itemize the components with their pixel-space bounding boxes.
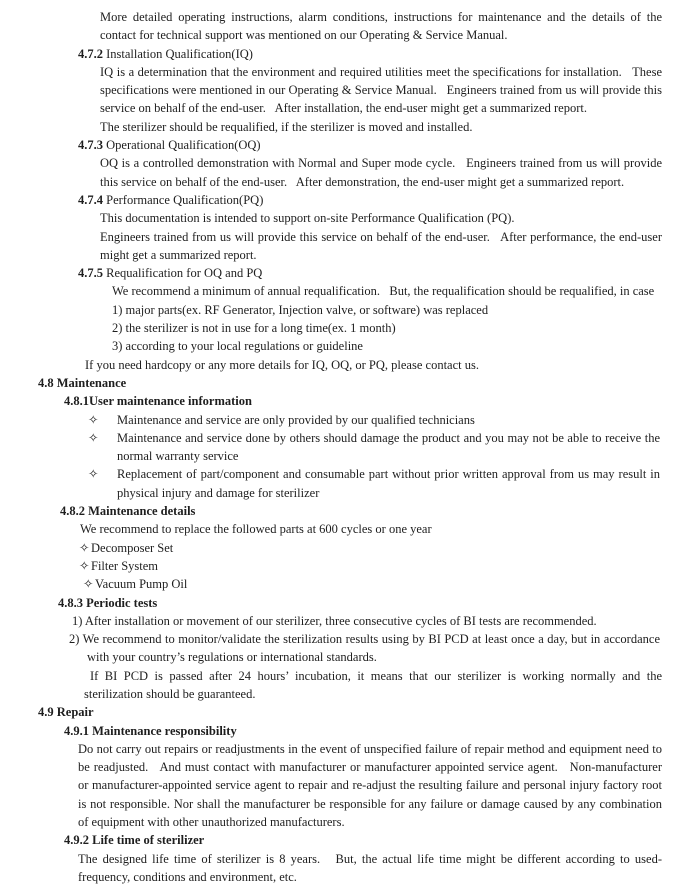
list-item-3-regulations [0,337,700,355]
heading-4-9-repair [0,703,700,721]
heading-4-7-5-text: 4.7.5 [78,266,103,281]
heading-4-7-4-text: 4.7.4 [78,192,103,207]
heading-4-8-1 [0,392,700,410]
heading-4-7-2 [0,45,700,63]
diamond-bullet-icon: ✧ [79,540,90,555]
paragraph-pq-1-text: This documentation is intended to support on-site Performance Qualification (PQ). [100,211,515,226]
heading-4-8-2 [0,502,700,520]
diamond-bullet-icon: ✧ [88,430,99,445]
list-item-bi-tests [0,612,700,630]
paragraph-hardcopy-note-text: If you need hardcopy or any more details for IQ, OQ, or PQ, please contact us. [85,357,479,372]
heading-4-7-3-text: 4.7.3 [78,138,103,153]
paragraph-pq-2 [0,228,700,265]
diamond-bullet-icon: ✧ [83,577,94,592]
diamond-bullet-icon: ✧ [79,558,90,573]
bullet-item-vacuum-pump-oil-text: Vacuum Pump Oil [95,577,188,592]
heading-4-9-1 [0,722,700,740]
heading-4-7-2-text: Installation Qualification(IQ) [103,46,253,61]
paragraph-requalified-note-text: The sterilizer should be requalified, if the sterilizer is moved and installed. [100,119,473,134]
paragraph-bi-pcd-passed-text: If BI PCD is passed after 24 hours’ incubation, it means that our sterilizer is working normally and the sterilization should be guaranteed. [84,668,666,701]
paragraph-life-time-text: The designed life time of sterilizer is 8 years. But, the actual life time might be different according to used-frequency, conditions and environment, etc. [78,851,662,884]
bullet-item-replacement [0,465,700,502]
list-item-3-regulations-text: 3) according to your local regulations or guideline [112,339,363,354]
paragraph-iq-text: IQ is a determination that the environment and required utilities meet the specifications for installation. These specifications were mentioned in our Operating & Service Manual. Engineers trained from us will provide this service on behalf of the end-user. After installation, the end-user might get a summarized report. [100,64,666,116]
paragraph-iq [0,63,700,118]
list-item-2-not-in-use-text: 2) the sterilizer is not in use for a long time(ex. 1 month) [112,321,396,336]
bullet-item-filter-system [0,557,700,575]
heading-4-7-3 [0,136,700,154]
paragraph-requalified-note [0,118,700,136]
bullet-item-qualified-technicians-text: Maintenance and service are only provided by our qualified technicians [117,412,475,427]
heading-4-7-4 [0,191,700,209]
paragraph-oq-text: OQ is a controlled demonstration with Normal and Super mode cycle. Engineers trained from us will provide this service on behalf of the end-user. After demonstration, the end-user might get a summarized report. [100,156,666,189]
paragraph-life-time [0,850,700,887]
paragraph-pq-2-text: Engineers trained from us will provide this service on behalf of the end-user. After performance, the end-user might get a summarized report. [100,229,666,262]
bullet-item-vacuum-pump-oil [0,575,700,593]
paragraph-operating-instructions-text: More detailed operating instructions, alarm conditions, instructions for maintenance and the details of the contact for technical support was mentioned on our Operating & Service Manual. [100,10,666,43]
list-item-1-major-parts [0,301,700,319]
paragraph-replace-parts-text: We recommend to replace the followed parts at 600 cycles or one year [80,522,432,537]
heading-4-7-4-text: Performance Qualification(PQ) [103,192,264,207]
heading-4-7-2-text: 4.7.2 [78,46,103,61]
heading-4-8-2-text: 4.8.2 Maintenance details [60,504,196,519]
heading-4-7-3-text: Operational Qualification(OQ) [103,138,261,153]
list-item-bi-pcd [0,630,700,667]
paragraph-bi-pcd-passed [0,667,700,704]
heading-4-9-2 [0,831,700,849]
list-item-bi-tests-text: 1) After installation or movement of our sterilizer, three consecutive cycles of BI tests are recommended. [72,613,597,628]
bullet-item-warranty-text: Maintenance and service done by others should damage the product and you may not be able to receive the normal warranty service [117,430,664,464]
bullet-item-replacement-text: Replacement of part/component and consumable part without prior written approval from us may result in physical injury and damage for sterilizer [117,467,664,500]
list-item-bi-pcd-text: 2) We recommend to monitor/validate the sterilization results using by BI PCD at least once a day, but in accordance with your country’s regulations or international standards. [69,632,664,665]
bullet-item-filter-system-text: Filter System [91,558,159,573]
paragraph-maintenance-responsibility-text: Do not carry out repairs or readjustments in the event of unspecified failure of repair method and equipment need to be readjusted. And must contact with manufacturer or manufacturer appointed service agent. Non-manufacturer or manufacturer-appointed service agent to repair and re-adjust the resulting failure and personal injury factory root is not responsible. Nor shall the manufacturer be responsible for any failure or damage caused by any combination of equipment with other unauthorized manufacturers. [78,741,666,830]
bullet-item-warranty [0,429,700,466]
paragraph-hardcopy-note [0,356,700,374]
heading-4-8-1-text: 4.8.1User maintenance information [64,394,252,409]
diamond-bullet-icon: ✧ [88,412,99,427]
list-item-1-major-parts-text: 1) major parts(ex. RF Generator, Injection valve, or software) was replaced [112,302,489,317]
heading-4-9-repair-text: 4.9 Repair [38,705,94,720]
paragraph-maintenance-responsibility [0,740,700,831]
heading-4-9-1-text: 4.9.1 Maintenance responsibility [64,723,237,738]
heading-4-9-2-text: 4.9.2 Life time of sterilizer [64,833,205,848]
paragraph-operating-instructions [0,8,700,45]
list-item-2-not-in-use [0,319,700,337]
heading-4-8-maintenance-text: 4.8 Maintenance [38,375,127,390]
heading-4-8-maintenance [0,374,700,392]
bullet-item-decomposer-set-text: Decomposer Set [91,540,174,555]
paragraph-oq [0,154,700,191]
paragraph-requalification-intro-text: We recommend a minimum of annual requalification. But, the requalification should be requalified, in case [112,284,655,299]
bullet-item-qualified-technicians [0,411,700,429]
heading-4-7-5-text: Requalification for OQ and PQ [103,266,263,281]
diamond-bullet-icon: ✧ [88,467,99,482]
heading-4-8-3 [0,594,700,612]
paragraph-requalification-intro [0,282,700,300]
bullet-item-decomposer-set [0,539,700,557]
heading-4-7-5 [0,264,700,282]
heading-4-8-3-text: 4.8.3 Periodic tests [58,595,158,610]
paragraph-replace-parts [0,520,700,538]
paragraph-pq-1 [0,209,700,227]
